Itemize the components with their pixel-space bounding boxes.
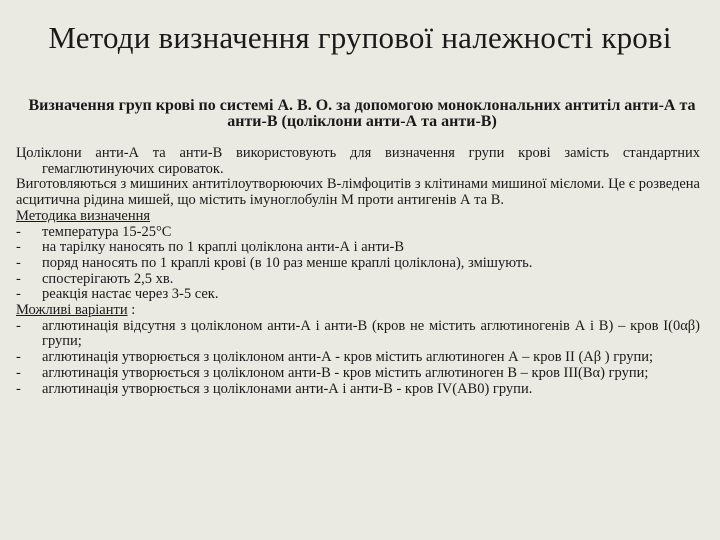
method-item xyxy=(16,272,700,288)
list-dash: - xyxy=(16,286,21,303)
variants-heading: Можливі варіанти xyxy=(16,302,128,319)
variant-item xyxy=(16,350,700,366)
list-dash: - xyxy=(16,254,21,271)
method-item xyxy=(16,240,700,256)
slide-subtitle: Визначення груп крові по системі А. В. О. за допомогою моноклональних антитіл анти-А та анти-В (цоліклони анти-А та анти-В) xyxy=(28,97,696,130)
method-heading: Методика визначення xyxy=(16,207,151,224)
method-item xyxy=(16,225,700,241)
list-dash: - xyxy=(16,270,21,287)
method-item-text: реакція настає через 3-5 сек. xyxy=(42,286,219,303)
method-heading-line xyxy=(16,209,700,225)
variant-item xyxy=(16,382,700,398)
method-item-text: температура 15-25°С xyxy=(42,223,172,240)
method-item-text: на тарілку наносять по 1 краплі цоліклона анти-А і анти-В xyxy=(42,239,405,256)
variant-item xyxy=(16,366,700,382)
list-dash: - xyxy=(16,239,21,256)
method-item-text: спостерігають 2,5 хв. xyxy=(42,270,174,287)
method-item-text: поряд наносять по 1 краплі крові (в 10 раз менше краплі цоліклона), змішують. xyxy=(42,254,533,271)
variant-item-text: аглютинація утворюється з цоліклоном анти-А - кров містить аглютиноген А – кров ІІ (Аβ ) групи; xyxy=(42,349,654,366)
variant-item xyxy=(16,319,700,350)
list-dash: - xyxy=(16,349,21,366)
variant-item-text: аглютинація утворюється з цоліклонами анти-А і анти-В - кров ІV(АВ0) групи. xyxy=(42,380,533,397)
variant-item-text: аглютинація відсутня з цоліклоном анти-А і анти-В (кров не містить аглютиногенів А і В) – кров І(0αβ) групи; xyxy=(42,317,700,350)
list-dash: - xyxy=(16,364,21,381)
variant-item-text: аглютинація утворюється з цоліклоном анти-В - кров містить аглютиноген В – кров ІІІ(Вα) групи; xyxy=(42,364,649,381)
list-dash: - xyxy=(16,223,21,240)
variants-heading-line xyxy=(16,303,700,319)
slide-body xyxy=(16,146,700,397)
intro-paragraph-1: Цоліклони анти-А та анти-В використовують для визначення групи крові замість стандартних гемаглютинуючих сироваток. xyxy=(16,145,700,177)
variants-heading-suffix: : xyxy=(127,302,136,319)
list-dash: - xyxy=(16,380,21,397)
list-dash: - xyxy=(16,317,21,334)
method-item xyxy=(16,256,700,272)
intro-paragraph-2: Виготовляються з мишиних антитілоутворюючих В-лімфоцитів з клітинами мишиної мієломи. Це є розведена асцитична рідина мишей, що містить імуноглобулін М проти антигенів А та В. xyxy=(16,176,700,209)
method-item xyxy=(16,287,700,303)
slide-title: Методи визначення групової належності крові xyxy=(48,20,672,55)
